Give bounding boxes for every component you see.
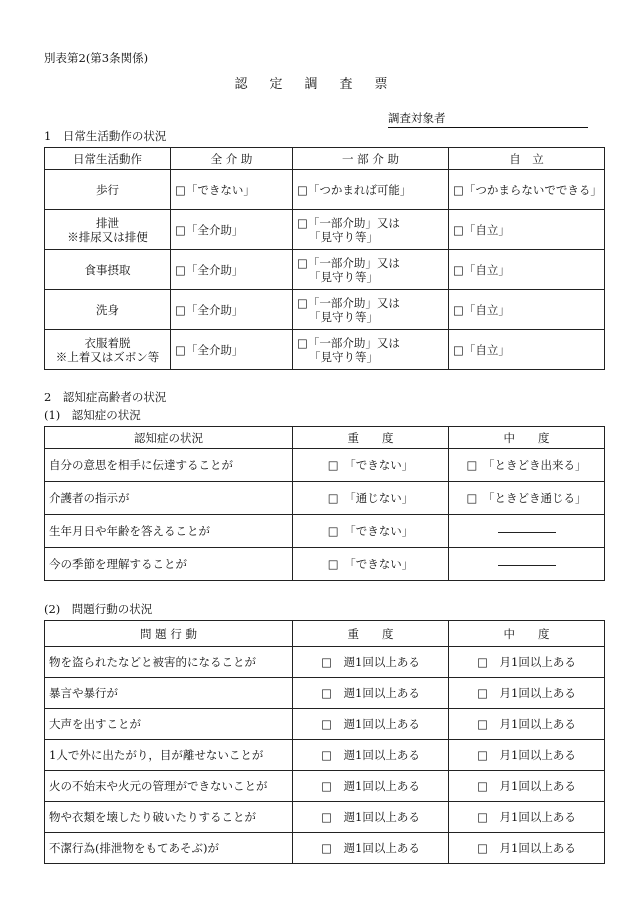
daily-activities-table xyxy=(44,147,605,370)
table-row xyxy=(45,647,605,678)
item-label: 暴言や暴行が xyxy=(45,678,293,709)
checkbox-option[interactable]: □「一部介助」又は 「見守り等」 xyxy=(293,290,449,330)
item-label: 物や衣類を壊したり破いたりすることが xyxy=(45,802,293,833)
table-row xyxy=(45,449,605,482)
activity-name: 排泄 xyxy=(96,215,119,230)
checkbox-option[interactable]: □「全介助」 xyxy=(171,330,293,370)
item-label: 大声を出すことが xyxy=(45,709,293,740)
not-applicable-dash xyxy=(449,548,605,581)
checkbox-option[interactable]: □ 月1回以上ある xyxy=(449,833,605,864)
activity-name: 食事摂取 xyxy=(84,262,131,277)
column-header: 認知症の状況 xyxy=(45,427,293,449)
checkbox-option[interactable]: □ 週1回以上ある xyxy=(293,678,449,709)
checkbox-option[interactable]: □「できない」 xyxy=(171,170,293,210)
section2-heading: 2 認知症高齢者の状況 xyxy=(44,390,167,404)
checkbox-option[interactable]: □ 週1回以上ある xyxy=(293,833,449,864)
item-label: 火の不始末や火元の管理ができないことが xyxy=(45,771,293,802)
checkbox-option[interactable]: □「自立」 xyxy=(449,330,605,370)
problem-behavior-heading: (2) 問題行動の状況 xyxy=(44,602,153,616)
checkbox-option[interactable]: □ 月1回以上ある xyxy=(449,709,605,740)
checkbox-option[interactable]: □「一部介助」又は 「見守り等」 xyxy=(293,250,449,290)
dementia-status-table xyxy=(44,426,605,581)
checkbox-option[interactable]: □ 「できない」 xyxy=(293,515,449,548)
item-label: 不潔行為(排泄物をもてあそぶ)が xyxy=(45,833,293,864)
checkbox-option[interactable]: □ 週1回以上ある xyxy=(293,647,449,678)
column-header: 重 度 xyxy=(293,427,449,449)
table-row xyxy=(45,802,605,833)
checkbox-option[interactable]: □「一部介助」又は 「見守り等」 xyxy=(293,330,449,370)
checkbox-option[interactable]: □ 月1回以上ある xyxy=(449,678,605,709)
checkbox-option[interactable]: □ 「通じない」 xyxy=(293,482,449,515)
checkbox-option[interactable]: □「つかまれば可能」 xyxy=(293,170,449,210)
item-label: 今の季節を理解することが xyxy=(45,548,293,581)
checkbox-option[interactable]: □「全介助」 xyxy=(171,250,293,290)
checkbox-option[interactable]: □「自立」 xyxy=(449,250,605,290)
item-label: 物を盗られたなどと被害的になることが xyxy=(45,647,293,678)
problem-behavior-table xyxy=(44,620,605,864)
activity-name: 洗身 xyxy=(96,302,119,317)
table-row xyxy=(45,833,605,864)
checkbox-option[interactable]: □「自立」 xyxy=(449,290,605,330)
checkbox-option[interactable]: □「全介助」 xyxy=(171,210,293,250)
checkbox-option[interactable]: □「全介助」 xyxy=(171,290,293,330)
column-header: 自 立 xyxy=(449,148,605,170)
column-header: 中 度 xyxy=(449,427,605,449)
checkbox-option[interactable]: □ 週1回以上ある xyxy=(293,709,449,740)
item-label: 1人で外に出たがり，目が離せないことが xyxy=(45,740,293,771)
section1-heading: 1 日常生活動作の状況 xyxy=(44,129,167,143)
activity-name: 衣服着脱 xyxy=(84,335,131,350)
table-row xyxy=(45,482,605,515)
item-label: 自分の意思を相手に伝達することが xyxy=(45,449,293,482)
not-applicable-dash xyxy=(449,515,605,548)
form-title: 認定調査票 xyxy=(234,77,410,92)
checkbox-option[interactable]: □ 週1回以上ある xyxy=(293,740,449,771)
table-row xyxy=(45,740,605,771)
item-label: 生年月日や年齢を答えることが xyxy=(45,515,293,548)
checkbox-option[interactable]: □「つかまらないでできる」 xyxy=(449,170,605,210)
table-row xyxy=(45,709,605,740)
table-row xyxy=(45,170,605,210)
column-header: 重 度 xyxy=(293,621,449,647)
table-row xyxy=(45,210,605,250)
table-row xyxy=(45,250,605,290)
table-row xyxy=(45,771,605,802)
checkbox-option[interactable]: □「自立」 xyxy=(449,210,605,250)
dementia-status-heading: (1) 認知症の状況 xyxy=(44,408,141,422)
checkbox-option[interactable]: □ 週1回以上ある xyxy=(293,771,449,802)
activity-note: ※排尿又は排便 xyxy=(67,229,148,244)
checkbox-option[interactable]: □ 「ときどき通じる」 xyxy=(449,482,605,515)
column-header: 問 題 行 動 xyxy=(45,621,293,647)
checkbox-option[interactable]: □ 「ときどき出来る」 xyxy=(449,449,605,482)
checkbox-option[interactable]: □ 月1回以上ある xyxy=(449,740,605,771)
column-header: 全 介 助 xyxy=(171,148,293,170)
table-row xyxy=(45,515,605,548)
checkbox-option[interactable]: □ 月1回以上ある xyxy=(449,771,605,802)
checkbox-option[interactable]: □ 週1回以上ある xyxy=(293,802,449,833)
activity-name: 歩行 xyxy=(96,182,119,197)
table-row xyxy=(45,330,605,370)
checkbox-option[interactable]: □ 「できない」 xyxy=(293,449,449,482)
checkbox-option[interactable]: □ 「できない」 xyxy=(293,548,449,581)
document-reference: 別表第2(第3条関係) xyxy=(44,51,149,65)
column-header: 一 部 介 助 xyxy=(293,148,449,170)
checkbox-option[interactable]: □ 月1回以上ある xyxy=(449,802,605,833)
checkbox-option[interactable]: □ 月1回以上ある xyxy=(449,647,605,678)
column-header: 中 度 xyxy=(449,621,605,647)
table-row xyxy=(45,290,605,330)
table-row xyxy=(45,678,605,709)
column-header: 日常生活動作 xyxy=(45,148,171,170)
item-label: 介護者の指示が xyxy=(45,482,293,515)
table-row xyxy=(45,548,605,581)
checkbox-option[interactable]: □「一部介助」又は 「見守り等」 xyxy=(293,210,449,250)
activity-note: ※上着又はズボン等 xyxy=(55,349,160,364)
subject-label: 調査対象者 xyxy=(388,111,446,125)
subject-field[interactable] xyxy=(388,110,588,128)
